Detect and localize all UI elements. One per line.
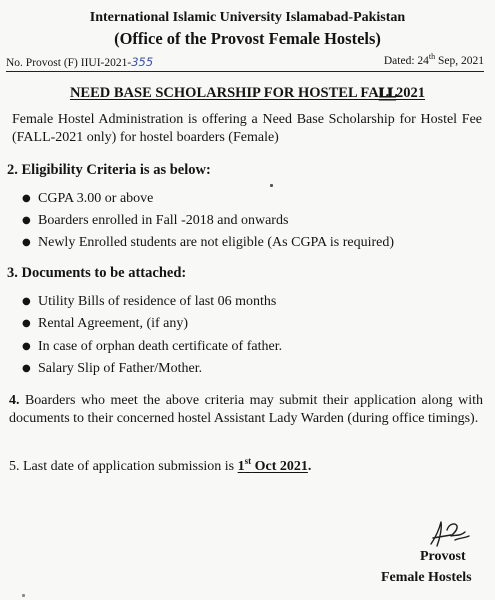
notice-title	[0, 85, 495, 102]
intro-paragraph	[12, 111, 482, 147]
deadline-date	[237, 456, 308, 474]
document-item	[22, 294, 276, 310]
document-item-text: Utility Bills of residence of last 06 months	[38, 294, 277, 309]
eligibility-item-text: Newly Enrolled students are not eligible (As CGPA is required)	[38, 235, 395, 250]
eligibility-item	[22, 235, 394, 251]
notice-date	[383, 52, 484, 67]
bullet-icon: ●	[22, 318, 31, 329]
eligibility-item-text: CGPA 3.00 or above	[38, 191, 154, 206]
point-5-line	[9, 456, 312, 475]
reference-row	[6, 52, 484, 71]
bullet-icon: ●	[22, 193, 31, 204]
document-item-text: Rental Agreement, (if any)	[38, 316, 189, 331]
eligibility-item	[22, 213, 288, 229]
eligibility-item	[22, 191, 153, 207]
point-4-body	[9, 392, 483, 428]
title-start: NEED BASE SCHOLARSHIP FOR HOSTEL FA	[69, 85, 379, 101]
title-overwrite: LL	[378, 85, 397, 101]
date-rest: Sep, 2021	[435, 55, 484, 67]
reference-handwritten-number: 355	[131, 55, 154, 69]
point-4-number: 4.	[9, 393, 20, 408]
bullet-icon: ●	[22, 296, 31, 307]
print-speck	[270, 184, 273, 187]
point-4-text: Boarders who meet the above criteria may submit their application along with documents to their concerned hostel Assistant Lady Warden (during office timings).	[9, 393, 483, 426]
point-4-paragraph	[9, 392, 483, 428]
eligibility-item-text: Boarders enrolled in Fall -2018 and onwards	[38, 213, 289, 228]
signatory-office: Female Hostels	[381, 570, 472, 585]
university-name: International Islamic University Islamabad-Pakistan	[89, 10, 406, 25]
header-rule	[6, 71, 484, 72]
bullet-icon: ●	[22, 237, 31, 248]
documents-heading: 3. Documents to be attached:	[7, 265, 187, 281]
title-end: 2021	[396, 85, 426, 101]
signatory-title: Provost	[420, 549, 466, 564]
bullet-icon: ●	[22, 341, 31, 352]
document-item-text: In case of orphan death certificate of father.	[38, 339, 283, 354]
document-item	[22, 316, 188, 332]
print-speck	[22, 594, 25, 597]
point-5-prefix: 5. Last date of application submission is	[9, 459, 238, 474]
bullet-icon: ●	[22, 363, 31, 374]
eligibility-heading: 2. Eligibility Criteria is as below:	[7, 162, 211, 178]
document-item	[22, 339, 282, 355]
intro-text: Female Hostel Administration is offering a Need Base Scholarship for Hostel Fee (FALL-2021 only) for hostel boarders (Female)	[12, 112, 482, 145]
date-suffix-sup: th	[428, 52, 436, 61]
document-item-text: Salary Slip of Father/Mother.	[38, 361, 203, 376]
deadline-month-year: Oct 2021	[251, 459, 308, 474]
office-name: (Office of the Provost Female Hostels)	[114, 29, 381, 48]
deadline-period: .	[307, 459, 312, 474]
document-item	[22, 361, 202, 377]
date-prefix: Dated: 24	[383, 55, 429, 67]
reference-prefix: No. Provost (F) IIUI-2021-	[6, 57, 132, 69]
bullet-icon: ●	[22, 215, 31, 226]
deadline-day-suffix: st	[244, 456, 252, 466]
deadline-day: 1	[237, 459, 245, 474]
signature-icon	[425, 516, 475, 552]
reference-number	[6, 55, 153, 69]
